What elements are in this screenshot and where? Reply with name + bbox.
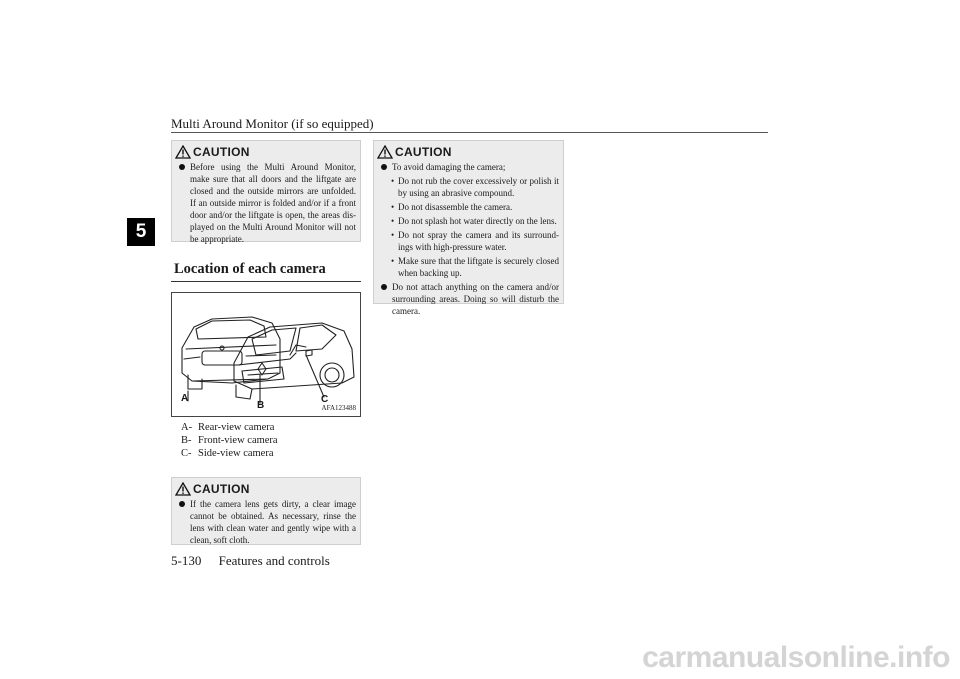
caution-box-right <box>373 140 564 316</box>
caution-subitem: • Do not spray the camera and its surround- ings with high-pressure water. <box>391 230 559 252</box>
camera-location-figure <box>171 292 361 417</box>
caution-title: CAUTION <box>193 482 250 496</box>
caution-header <box>172 143 360 161</box>
footer-section: Features and controls <box>218 553 330 568</box>
caution-subitem: • Do not splash hot water directly on the lens. <box>391 216 557 226</box>
warning-triangle-icon <box>377 145 393 159</box>
label-side-camera: C <box>321 394 329 405</box>
caution-bullet <box>172 498 360 546</box>
warning-triangle-icon <box>175 145 191 159</box>
warning-triangle-icon <box>175 482 191 496</box>
caution-text: Do not attach anything on the camera and/or surrounding areas. Doing so will disturb the camera. <box>392 282 559 316</box>
camera-legend <box>181 421 278 460</box>
watermark: carmanualsonline.info <box>642 641 950 674</box>
bullet-icon <box>381 284 387 290</box>
header-rule <box>171 132 768 133</box>
bullet-icon <box>179 501 185 507</box>
label-front-camera: B <box>257 400 265 411</box>
chapter-tab: 5 <box>127 218 155 246</box>
caution-bullet <box>172 161 360 245</box>
page-number: 5-130 <box>171 553 202 568</box>
page-header-title: Multi Around Monitor (if so equipped) <box>171 116 374 131</box>
section-title: Location of each camera <box>174 261 326 277</box>
section-rule <box>171 281 361 282</box>
caution-box-top <box>171 140 361 242</box>
caution-box-bottom <box>171 477 361 545</box>
caution-title: CAUTION <box>193 145 250 159</box>
label-rear-camera: A <box>181 393 189 404</box>
bullet-icon <box>381 164 387 170</box>
caution-subitem: • Make sure that the liftgate is securely closed when backing up. <box>391 256 559 278</box>
caution-subitem: • Do not rub the cover excessively or polish it by using an abrasive compound. <box>391 176 559 198</box>
legend-item: C- Side-view camera <box>181 448 274 459</box>
legend-item: B- Front-view camera <box>181 435 278 446</box>
caution-bullet <box>374 281 563 317</box>
vehicle-illustration <box>172 293 360 416</box>
caution-text: If the camera lens gets dirty, a clear image cannot be obtained. As necessary, rinse the lens with clean water and gently wipe with a clean, soft cloth. <box>190 499 356 545</box>
caution-text: To avoid damaging the camera; <box>392 162 506 172</box>
caution-bullet <box>374 161 563 173</box>
caution-header <box>172 480 360 498</box>
caution-subitem: • Do not disassemble the camera. <box>391 202 513 212</box>
caution-title: CAUTION <box>395 145 452 159</box>
caution-text: Before using the Multi Around Monitor, make sure that all doors and the liftgate are closed and the outside mirrors are unfolded. If an outside mirror is folded and/or if a front door and/or the liftgate is open, the areas dis- played on the Multi Around Monitor will not be appropriate. <box>190 162 356 244</box>
page-footer <box>171 553 330 569</box>
caution-header <box>374 143 563 161</box>
bullet-icon <box>179 164 185 170</box>
figure-code: AFA123488 <box>321 404 356 412</box>
legend-item: A- Rear-view camera <box>181 422 275 433</box>
